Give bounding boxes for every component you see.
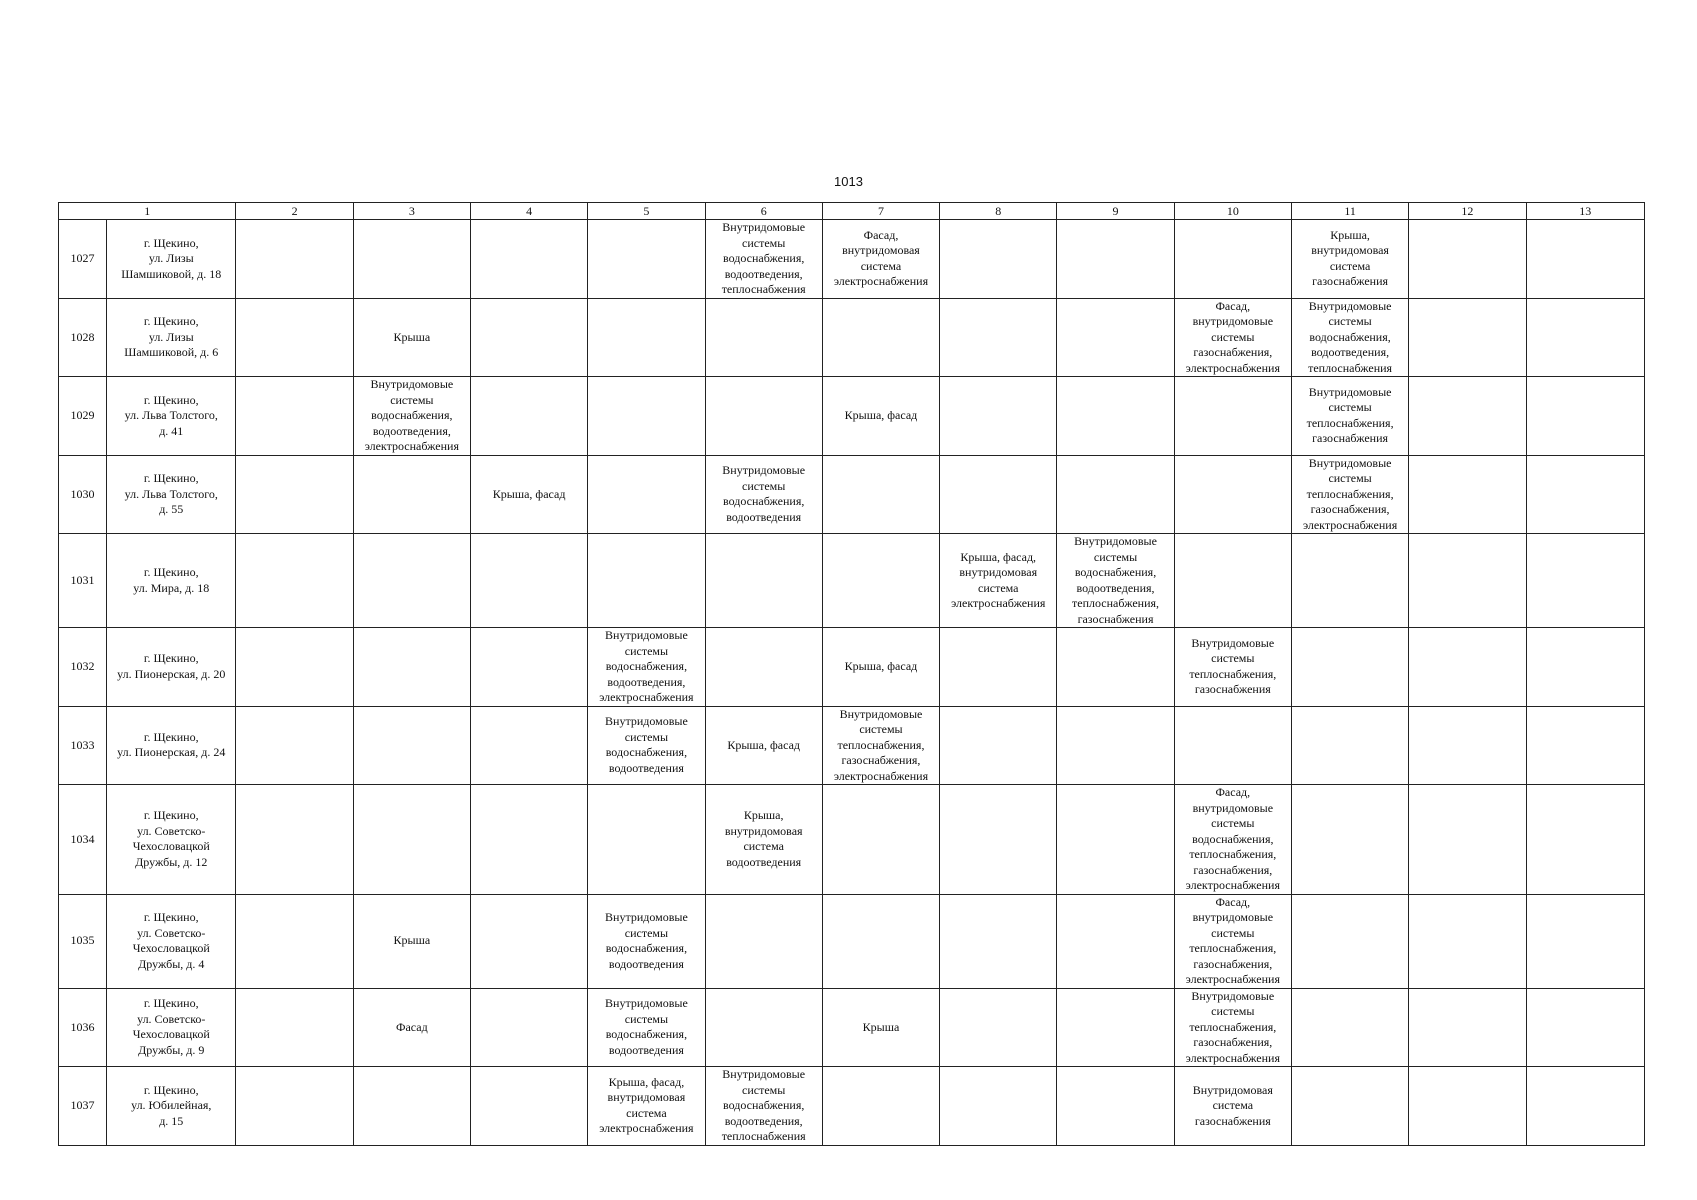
work-cell-col-5: [588, 220, 705, 299]
work-cell-col-11: [1291, 628, 1408, 707]
work-cell-col-12: [1409, 1067, 1526, 1146]
work-cell-col-3: Фасад: [353, 988, 470, 1067]
work-cell-col-3: [353, 455, 470, 534]
work-cell-col-7: Внутридомовые системы теплоснабжения, газоснабжения, электроснабжения: [822, 706, 939, 785]
column-header-11: 11: [1291, 203, 1408, 220]
work-cell-col-8: [940, 706, 1057, 785]
work-cell-col-10: Внутридомовые системы теплоснабжения, газоснабжения, электроснабжения: [1174, 988, 1291, 1067]
work-cell-col-13: [1526, 534, 1644, 628]
work-cell-col-6: Крыша, внутридомовая система водоотведения: [705, 785, 822, 895]
column-header-6: 6: [705, 203, 822, 220]
column-header-9: 9: [1057, 203, 1174, 220]
work-cell-col-4: [470, 534, 587, 628]
row-number: 1027: [59, 220, 107, 299]
work-cell-col-3: Крыша: [353, 298, 470, 377]
work-cell-col-5: [588, 377, 705, 456]
work-cell-col-8: [940, 894, 1057, 988]
work-cell-col-7: Крыша, фасад: [822, 377, 939, 456]
work-cell-col-10: Внутридомовая система газоснабжения: [1174, 1067, 1291, 1146]
work-cell-col-9: [1057, 220, 1174, 299]
work-cell-col-8: [940, 988, 1057, 1067]
work-cell-col-11: [1291, 894, 1408, 988]
work-cell-col-4: [470, 298, 587, 377]
work-cell-col-11: Внутридомовые системы теплоснабжения, газоснабжения: [1291, 377, 1408, 456]
table-row: [59, 706, 1645, 785]
work-cell-col-9: [1057, 628, 1174, 707]
row-number: 1031: [59, 534, 107, 628]
work-cell-col-6: [705, 628, 822, 707]
work-cell-col-11: [1291, 534, 1408, 628]
table-row: [59, 785, 1645, 895]
table-row: [59, 1067, 1645, 1146]
work-cell-col-12: [1409, 988, 1526, 1067]
work-cell-col-2: [236, 785, 353, 895]
work-cell-col-10: [1174, 534, 1291, 628]
row-number: 1028: [59, 298, 107, 377]
header-row: [59, 203, 1645, 220]
column-header-3: 3: [353, 203, 470, 220]
work-cell-col-2: [236, 534, 353, 628]
work-cell-col-3: [353, 534, 470, 628]
row-number: 1035: [59, 894, 107, 988]
address-cell: г. Щекино, ул. Лизы Шамшиковой, д. 6: [107, 298, 236, 377]
work-cell-col-13: [1526, 377, 1644, 456]
work-cell-col-8: [940, 628, 1057, 707]
work-cell-col-11: [1291, 706, 1408, 785]
work-cell-col-6: Внутридомовые системы водоснабжения, водоотведения: [705, 455, 822, 534]
work-cell-col-2: [236, 298, 353, 377]
column-header-1: 1: [59, 203, 236, 220]
work-cell-col-2: [236, 377, 353, 456]
work-cell-col-11: Крыша, внутридомовая система газоснабжения: [1291, 220, 1408, 299]
work-cell-col-12: [1409, 220, 1526, 299]
work-cell-col-9: [1057, 455, 1174, 534]
work-cell-col-12: [1409, 628, 1526, 707]
work-cell-col-3: [353, 706, 470, 785]
column-header-7: 7: [822, 203, 939, 220]
work-cell-col-12: [1409, 298, 1526, 377]
work-cell-col-5: Внутридомовые системы водоснабжения, водоотведения, электроснабжения: [588, 628, 705, 707]
row-number: 1033: [59, 706, 107, 785]
work-cell-col-8: [940, 1067, 1057, 1146]
work-cell-col-12: [1409, 377, 1526, 456]
work-cell-col-2: [236, 706, 353, 785]
row-number: 1034: [59, 785, 107, 895]
column-header-2: 2: [236, 203, 353, 220]
work-cell-col-12: [1409, 534, 1526, 628]
column-header-8: 8: [940, 203, 1057, 220]
work-cell-col-2: [236, 455, 353, 534]
table-row: [59, 988, 1645, 1067]
work-cell-col-4: [470, 894, 587, 988]
work-cell-col-5: [588, 534, 705, 628]
work-cell-col-9: [1057, 894, 1174, 988]
work-cell-col-7: Крыша, фасад: [822, 628, 939, 707]
work-cell-col-7: Крыша: [822, 988, 939, 1067]
work-cell-col-11: [1291, 785, 1408, 895]
work-cell-col-9: Внутридомовые системы водоснабжения, водоотведения, теплоснабжения, газоснабжения: [1057, 534, 1174, 628]
work-cell-col-7: [822, 785, 939, 895]
work-cell-col-7: [822, 1067, 939, 1146]
work-cell-col-6: [705, 534, 822, 628]
work-cell-col-4: [470, 1067, 587, 1146]
work-cell-col-4: [470, 988, 587, 1067]
column-header-12: 12: [1409, 203, 1526, 220]
work-cell-col-6: Внутридомовые системы водоснабжения, водоотведения, теплоснабжения: [705, 1067, 822, 1146]
work-cell-col-9: [1057, 1067, 1174, 1146]
address-cell: г. Щекино, ул. Советско- Чехословацкой Дружбы, д. 12: [107, 785, 236, 895]
row-number: 1029: [59, 377, 107, 456]
work-cell-col-6: Внутридомовые системы водоснабжения, водоотведения, теплоснабжения: [705, 220, 822, 299]
table-row: [59, 220, 1645, 299]
work-cell-col-3: [353, 220, 470, 299]
address-cell: г. Щекино, ул. Советско- Чехословацкой Дружбы, д. 4: [107, 894, 236, 988]
data-table: [58, 202, 1645, 1146]
work-cell-col-6: [705, 894, 822, 988]
address-cell: г. Щекино, ул. Лизы Шамшиковой, д. 18: [107, 220, 236, 299]
address-cell: г. Щекино, ул. Юбилейная, д. 15: [107, 1067, 236, 1146]
work-cell-col-10: Фасад, внутридомовые системы водоснабжения, теплоснабжения, газоснабжения, электроснабжения: [1174, 785, 1291, 895]
work-cell-col-2: [236, 628, 353, 707]
table-row: [59, 894, 1645, 988]
row-number: 1032: [59, 628, 107, 707]
row-number: 1030: [59, 455, 107, 534]
column-header-5: 5: [588, 203, 705, 220]
work-cell-col-5: [588, 455, 705, 534]
work-cell-col-4: [470, 706, 587, 785]
work-cell-col-11: [1291, 1067, 1408, 1146]
work-cell-col-5: Внутридомовые системы водоснабжения, водоотведения: [588, 706, 705, 785]
work-cell-col-6: [705, 988, 822, 1067]
table-row: [59, 455, 1645, 534]
work-cell-col-3: Внутридомовые системы водоснабжения, водоотведения, электроснабжения: [353, 377, 470, 456]
row-number: 1036: [59, 988, 107, 1067]
work-cell-col-9: [1057, 298, 1174, 377]
work-cell-col-2: [236, 894, 353, 988]
work-cell-col-11: [1291, 988, 1408, 1067]
address-cell: г. Щекино, ул. Мира, д. 18: [107, 534, 236, 628]
work-cell-col-2: [236, 1067, 353, 1146]
work-cell-col-11: Внутридомовые системы теплоснабжения, газоснабжения, электроснабжения: [1291, 455, 1408, 534]
work-cell-col-3: [353, 1067, 470, 1146]
work-cell-col-10: Внутридомовые системы теплоснабжения, газоснабжения: [1174, 628, 1291, 707]
work-cell-col-8: [940, 220, 1057, 299]
work-cell-col-10: [1174, 706, 1291, 785]
work-cell-col-9: [1057, 785, 1174, 895]
work-cell-col-4: Крыша, фасад: [470, 455, 587, 534]
work-cell-col-10: Фасад, внутридомовые системы теплоснабжения, газоснабжения, электроснабжения: [1174, 894, 1291, 988]
work-cell-col-9: [1057, 377, 1174, 456]
column-header-4: 4: [470, 203, 587, 220]
work-cell-col-12: [1409, 706, 1526, 785]
work-cell-col-4: [470, 785, 587, 895]
work-cell-col-3: [353, 628, 470, 707]
work-cell-col-13: [1526, 220, 1644, 299]
address-cell: г. Щекино, ул. Пионерская, д. 20: [107, 628, 236, 707]
work-cell-col-9: [1057, 988, 1174, 1067]
work-cell-col-13: [1526, 628, 1644, 707]
work-cell-col-13: [1526, 785, 1644, 895]
work-cell-col-7: [822, 298, 939, 377]
work-cell-col-4: [470, 377, 587, 456]
work-cell-col-12: [1409, 785, 1526, 895]
work-cell-col-5: [588, 785, 705, 895]
work-cell-col-4: [470, 628, 587, 707]
work-cell-col-8: [940, 455, 1057, 534]
work-cell-col-8: [940, 377, 1057, 456]
table-row: [59, 628, 1645, 707]
work-cell-col-10: [1174, 220, 1291, 299]
work-cell-col-10: [1174, 455, 1291, 534]
work-cell-col-8: [940, 785, 1057, 895]
work-cell-col-2: [236, 220, 353, 299]
address-cell: г. Щекино, ул. Льва Толстого, д. 41: [107, 377, 236, 456]
column-header-10: 10: [1174, 203, 1291, 220]
work-cell-col-7: [822, 455, 939, 534]
work-cell-col-4: [470, 220, 587, 299]
work-cell-col-10: Фасад, внутридомовые системы газоснабжения, электроснабжения: [1174, 298, 1291, 377]
work-cell-col-6: [705, 377, 822, 456]
work-cell-col-6: Крыша, фасад: [705, 706, 822, 785]
work-cell-col-3: Крыша: [353, 894, 470, 988]
address-cell: г. Щекино, ул. Советско- Чехословацкой Дружбы, д. 9: [107, 988, 236, 1067]
work-cell-col-9: [1057, 706, 1174, 785]
work-cell-col-8: Крыша, фасад, внутридомовая система электроснабжения: [940, 534, 1057, 628]
work-cell-col-3: [353, 785, 470, 895]
work-cell-col-6: [705, 298, 822, 377]
page-number: 1013: [834, 174, 863, 189]
work-cell-col-7: Фасад, внутридомовая система электроснабжения: [822, 220, 939, 299]
work-cell-col-11: Внутридомовые системы водоснабжения, водоотведения, теплоснабжения: [1291, 298, 1408, 377]
work-cell-col-5: Внутридомовые системы водоснабжения, водоотведения: [588, 894, 705, 988]
work-cell-col-13: [1526, 455, 1644, 534]
table-row: [59, 377, 1645, 456]
work-cell-col-13: [1526, 298, 1644, 377]
work-cell-col-2: [236, 988, 353, 1067]
address-cell: г. Щекино, ул. Пионерская, д. 24: [107, 706, 236, 785]
work-cell-col-13: [1526, 894, 1644, 988]
work-cell-col-5: Крыша, фасад, внутридомовая система электроснабжения: [588, 1067, 705, 1146]
work-cell-col-5: Внутридомовые системы водоснабжения, водоотведения: [588, 988, 705, 1067]
column-header-13: 13: [1526, 203, 1644, 220]
table-row: [59, 298, 1645, 377]
work-cell-col-10: [1174, 377, 1291, 456]
work-cell-col-8: [940, 298, 1057, 377]
work-cell-col-12: [1409, 894, 1526, 988]
work-cell-col-12: [1409, 455, 1526, 534]
address-cell: г. Щекино, ул. Льва Толстого, д. 55: [107, 455, 236, 534]
table-row: [59, 534, 1645, 628]
work-cell-col-13: [1526, 706, 1644, 785]
work-cell-col-7: [822, 894, 939, 988]
work-cell-col-7: [822, 534, 939, 628]
work-cell-col-13: [1526, 988, 1644, 1067]
row-number: 1037: [59, 1067, 107, 1146]
work-cell-col-13: [1526, 1067, 1644, 1146]
work-cell-col-5: [588, 298, 705, 377]
